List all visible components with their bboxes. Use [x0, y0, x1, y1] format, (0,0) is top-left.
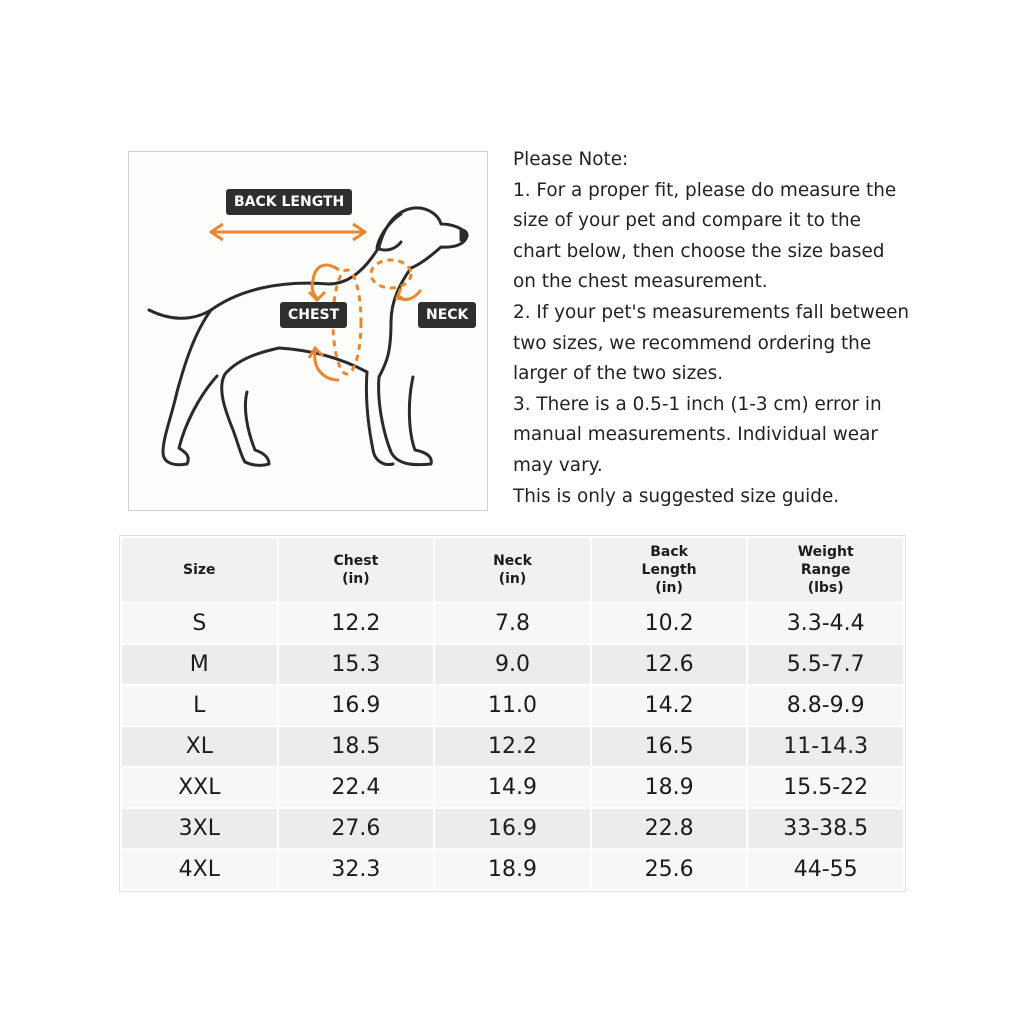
size-cell: 4XL: [121, 849, 278, 890]
weight-cell: 11-14.3: [747, 726, 904, 767]
chest-cell: 16.9: [278, 685, 435, 726]
table-row: [121, 685, 904, 726]
neck-cell: 14.9: [434, 767, 591, 808]
neck-tag: NECK: [418, 302, 476, 328]
weight-cell: 15.5-22: [747, 767, 904, 808]
size-cell: XL: [121, 726, 278, 767]
back-length-cell: 18.9: [591, 767, 748, 808]
neck-cell: 16.9: [434, 808, 591, 849]
weight-cell: 3.3-4.4: [747, 603, 904, 644]
note-item: 3. There is a 0.5-1 inch (1-3 cm) error in manual measurements. Individual wear may vary.: [513, 393, 882, 476]
header-back-length: Back Length (in): [591, 537, 748, 603]
back-length-cell: 16.5: [591, 726, 748, 767]
chest-cell: 18.5: [278, 726, 435, 767]
notes-footer: This is only a suggested size guide.: [513, 485, 840, 507]
table-row: [121, 603, 904, 644]
back-length-cell: 14.2: [591, 685, 748, 726]
weight-cell: 5.5-7.7: [747, 644, 904, 685]
notes-heading: Please Note:: [513, 149, 629, 170]
back-length-cell: 25.6: [591, 849, 748, 890]
measurement-diagram: [128, 151, 488, 511]
header-size: Size: [121, 537, 278, 603]
back-length-cell: 22.8: [591, 808, 748, 849]
neck-cell: 18.9: [434, 849, 591, 890]
table-row: [121, 849, 904, 890]
back-length-arrow: [211, 224, 365, 240]
neck-cell: 11.0: [434, 685, 591, 726]
back-length-tag: BACK LENGTH: [226, 189, 352, 215]
dog-outline: [149, 208, 467, 465]
size-cell: 3XL: [121, 808, 278, 849]
size-chart-table: [120, 536, 905, 891]
size-cell: M: [121, 644, 278, 685]
table-row: [121, 767, 904, 808]
weight-cell: 8.8-9.9: [747, 685, 904, 726]
chest-cell: 12.2: [278, 603, 435, 644]
chest-cell: 32.3: [278, 849, 435, 890]
note-item: 1. For a proper fit, please do measure the size of your pet and compare it to the chart below, then choose the size based on the chest measurement.: [513, 179, 897, 293]
note-item: 2. If your pet's measurements fall between two sizes, we recommend ordering the larger of the two sizes.: [513, 301, 910, 385]
header-chest: Chest (in): [278, 537, 435, 603]
neck-cell: 7.8: [434, 603, 591, 644]
table-row: [121, 808, 904, 849]
chest-cell: 27.6: [278, 808, 435, 849]
chest-cell: 22.4: [278, 767, 435, 808]
neck-cell: 9.0: [434, 644, 591, 685]
header-weight-range: Weight Range (lbs): [747, 537, 904, 603]
chest-tag: CHEST: [280, 302, 347, 328]
weight-cell: 44-55: [747, 849, 904, 890]
table-row: [121, 644, 904, 685]
back-length-cell: 12.6: [591, 644, 748, 685]
table-header-row: [121, 537, 904, 603]
weight-cell: 33-38.5: [747, 808, 904, 849]
size-cell: L: [121, 685, 278, 726]
size-cell: XXL: [121, 767, 278, 808]
notes-section: [513, 145, 913, 512]
table-row: [121, 726, 904, 767]
size-cell: S: [121, 603, 278, 644]
neck-cell: 12.2: [434, 726, 591, 767]
header-neck: Neck (in): [434, 537, 591, 603]
chest-cell: 15.3: [278, 644, 435, 685]
back-length-cell: 10.2: [591, 603, 748, 644]
